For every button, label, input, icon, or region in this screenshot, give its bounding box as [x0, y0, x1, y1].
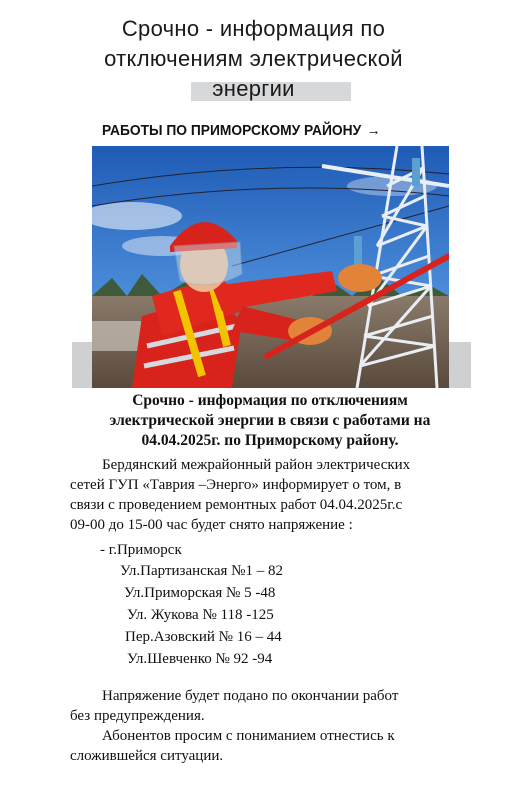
lineman-photo	[92, 146, 449, 388]
intro-line-2: сетей ГУП «Таврия –Энерго» информирует о том, в	[70, 477, 402, 493]
intro-line-1: Бердянский межрайонный район электрических	[102, 457, 411, 473]
title-line-2: отключениям электрической	[104, 46, 403, 71]
street-item: Ул.Шевченко № 92 -94	[127, 651, 273, 667]
restore-line-1: Напряжение будет подано по окончании работ	[102, 688, 399, 704]
lineman-illustration	[92, 146, 449, 388]
town-item: - г.Приморск	[100, 542, 182, 558]
closing-line-1: Абонентов просим с пониманием отнестись к	[102, 728, 395, 744]
headline-line-3: 04.04.2025г. по Приморскому району.	[141, 432, 399, 449]
street-item: Ул.Приморская № 5 -48	[124, 585, 276, 601]
arrow-right-icon: →	[366, 122, 381, 139]
restore-line-2: без предупреждения.	[70, 708, 205, 724]
section-subheading	[102, 121, 470, 141]
headline-line-1: Срочно - информация по отключениям	[132, 392, 408, 409]
street-item: Ул. Жукова № 118 -125	[127, 607, 274, 623]
decor-bar-left	[72, 342, 92, 388]
headline-line-2: электрической энергии в связи с работами на	[109, 412, 431, 429]
intro-line-4: 09-00 до 15-00 час будет снято напряжение :	[70, 517, 353, 533]
notice-body	[70, 455, 472, 535]
title-line-3: энергии	[212, 76, 295, 101]
street-item: Ул.Партизанская №1 – 82	[120, 563, 283, 579]
subheading-text: РАБОТЫ ПО ПРИМОРСКОМУ РАЙОНУ	[102, 122, 362, 139]
title-line-1: Срочно - информация по	[121, 16, 386, 41]
closing-line-2: сложившейся ситуации.	[70, 748, 224, 764]
page-title	[0, 14, 507, 104]
street-item: Пер.Азовский № 16 – 44	[125, 629, 282, 645]
notice-headline	[70, 391, 470, 451]
intro-line-3: связи с проведением ремонтных работ 04.04.2025г.с	[70, 497, 403, 513]
restore-note	[70, 686, 472, 766]
decor-bar-right	[449, 342, 471, 388]
